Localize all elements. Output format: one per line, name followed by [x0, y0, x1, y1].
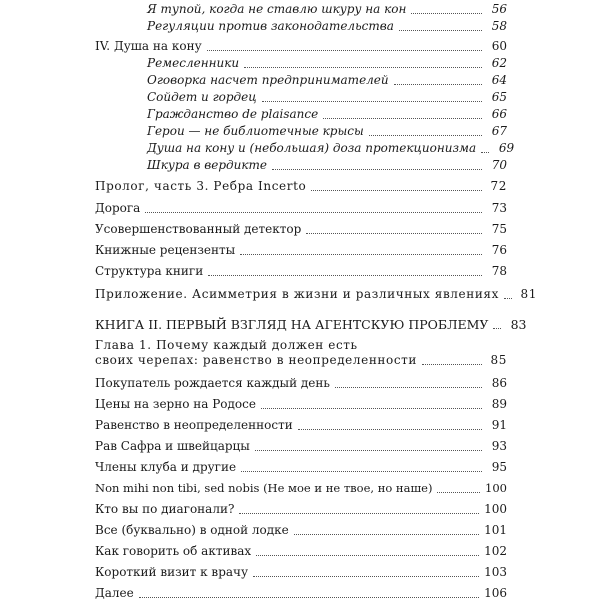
toc-entry [147, 122, 507, 139]
toc-entry-title: Структура книги [95, 264, 204, 278]
toc-entry-title: Усовершенствованный детектор [95, 222, 302, 236]
toc-entry-page: 106 [484, 586, 507, 600]
toc-entry [147, 156, 507, 173]
dot-leader [272, 169, 482, 170]
toc-entry [147, 71, 507, 88]
toc-entry-page: 72 [490, 179, 507, 193]
toc-entry-page: 58 [491, 19, 507, 33]
toc-entry [95, 458, 507, 475]
toc-entry-page: 65 [491, 90, 507, 104]
toc-entry-title: Все (буквально) в одной лодке [95, 523, 289, 537]
toc-entry-title: Рав Сафра и швейцарцы [95, 439, 250, 453]
toc-entry-title: Короткий визит к врачу [95, 565, 249, 579]
dot-leader [208, 275, 482, 276]
dot-leader [335, 387, 482, 388]
toc-appendix-entry [95, 285, 537, 302]
toc-entry-title: Я тупой, когда не ставлю шкуру на кон [147, 2, 407, 16]
dot-leader [493, 328, 501, 329]
toc-entry-page: 101 [484, 523, 507, 537]
toc-entry [147, 17, 507, 34]
dot-leader [262, 101, 482, 102]
toc-entry-page: 86 [491, 376, 507, 390]
dot-leader [145, 212, 482, 213]
toc-entry [147, 0, 507, 17]
toc-entry [95, 199, 507, 216]
dot-leader [240, 254, 482, 255]
toc-entry [95, 262, 507, 279]
dot-leader [253, 576, 479, 577]
toc-entry-title: Non mihi non tibi, sed nobis (Не мое и не твое, но наше) [95, 481, 433, 495]
toc-book-entry [95, 315, 527, 332]
toc-entry [147, 88, 507, 105]
toc-entry-title: Дорога [95, 201, 141, 215]
dot-leader [504, 298, 512, 299]
toc-entry-page: 60 [491, 39, 507, 53]
toc-entry-page: 66 [491, 107, 507, 121]
toc-entry-title: Приложение. Асимметрия в жизни и различных явлениях [95, 287, 499, 301]
toc-chapter-title-line2: своих черепах: равенство в неопределенности [95, 353, 417, 367]
dot-leader [422, 364, 482, 365]
toc-entry [95, 395, 507, 412]
toc-entry-page: 64 [491, 73, 507, 87]
toc-entry-title: Оговорка насчет предпринимателей [147, 73, 389, 87]
toc-entry-title: Как говорить об активах [95, 544, 252, 558]
dot-leader [306, 233, 482, 234]
toc-entry-title: Шкура в вердикте [147, 158, 268, 172]
toc-entry-page: 56 [491, 2, 507, 16]
toc-entry [95, 220, 507, 237]
toc-entry [95, 521, 507, 538]
toc-entry-page: 76 [491, 243, 507, 257]
toc-prologue-entry [95, 177, 507, 194]
dot-leader [411, 13, 482, 14]
toc-entry [147, 54, 507, 71]
dot-leader [256, 555, 479, 556]
dot-leader [399, 30, 482, 31]
toc-entry-page: 85 [490, 353, 507, 367]
toc-entry-page: 100 [485, 481, 507, 495]
toc-entry-title: Душа на кону и (небольшая) доза протекционизма [147, 141, 477, 155]
dot-leader [298, 429, 482, 430]
toc-entry-title: IV. Душа на кону [95, 39, 202, 53]
toc-entry [95, 500, 507, 517]
toc-entry-page: 78 [491, 264, 507, 278]
toc-entry [95, 374, 507, 391]
dot-leader [369, 135, 482, 136]
toc-entry-page: 70 [491, 158, 507, 172]
dot-leader [481, 152, 489, 153]
toc-entry [95, 241, 507, 258]
dot-leader [207, 50, 482, 51]
dot-leader [261, 408, 482, 409]
toc-entry-title: Покупатель рождается каждый день [95, 376, 330, 390]
toc-entry-page: 103 [484, 565, 507, 579]
toc-entry-page: 83 [510, 317, 527, 332]
toc-entry-title: Герои — не библиотечные крысы [147, 124, 364, 138]
toc-entry [95, 563, 507, 580]
toc-entry-page: 73 [491, 201, 507, 215]
toc-entry-page: 69 [498, 141, 515, 155]
toc-entry-title: КНИГА II. ПЕРВЫЙ ВЗГЛЯД НА АГЕНТСКУЮ ПРОБЛЕМУ [95, 317, 489, 332]
toc-entry-page: 93 [491, 439, 507, 453]
dot-leader [311, 190, 482, 191]
toc-entry [95, 479, 507, 496]
toc-entry [95, 542, 507, 559]
dot-leader [241, 471, 482, 472]
toc-entry-title: Гражданство de plaisance [147, 107, 319, 121]
toc-entry-page: 95 [491, 460, 507, 474]
dot-leader [139, 597, 479, 598]
dot-leader [244, 67, 482, 68]
toc-entry-title: Ремесленники [147, 56, 240, 70]
toc-entry-title: Цены на зерно на Родосе [95, 397, 256, 411]
dot-leader [323, 118, 482, 119]
toc-entry-page: 89 [491, 397, 507, 411]
toc-entry-title: Равенство в неопределенности [95, 418, 293, 432]
toc-entry-page: 62 [491, 56, 507, 70]
toc-entry-title: Пролог, часть 3. Ребра Incerto [95, 179, 307, 193]
toc-entry-title: Книжные рецензенты [95, 243, 236, 257]
toc-entry-title: Сойдет и гордец [147, 90, 257, 104]
toc-entry [95, 437, 507, 454]
toc-entry-page: 102 [484, 544, 507, 558]
toc-entry-title: Регуляции против законодательства [147, 19, 394, 33]
toc-entry [95, 584, 507, 601]
toc-section-entry [95, 37, 507, 54]
toc-entry-page: 67 [491, 124, 507, 138]
toc-entry [147, 105, 507, 122]
toc-entry [95, 416, 507, 433]
toc-entry-title: Кто вы по диагонали? [95, 502, 235, 516]
toc-entry-title: Члены клуба и другие [95, 460, 237, 474]
toc-entry-page: 81 [520, 287, 537, 301]
toc-entry-page: 75 [491, 222, 507, 236]
toc-chapter-entry [95, 338, 507, 368]
dot-leader [294, 534, 479, 535]
toc-chapter-title-line1: Глава 1. Почему каждый должен есть [95, 338, 358, 352]
toc-entry-page: 100 [484, 502, 507, 516]
toc-entry-page: 91 [491, 418, 507, 432]
toc-entry [147, 139, 515, 156]
toc-entry-title: Далее [95, 586, 134, 600]
dot-leader [239, 513, 479, 514]
dot-leader [394, 84, 482, 85]
dot-leader [255, 450, 482, 451]
dot-leader [437, 492, 480, 493]
